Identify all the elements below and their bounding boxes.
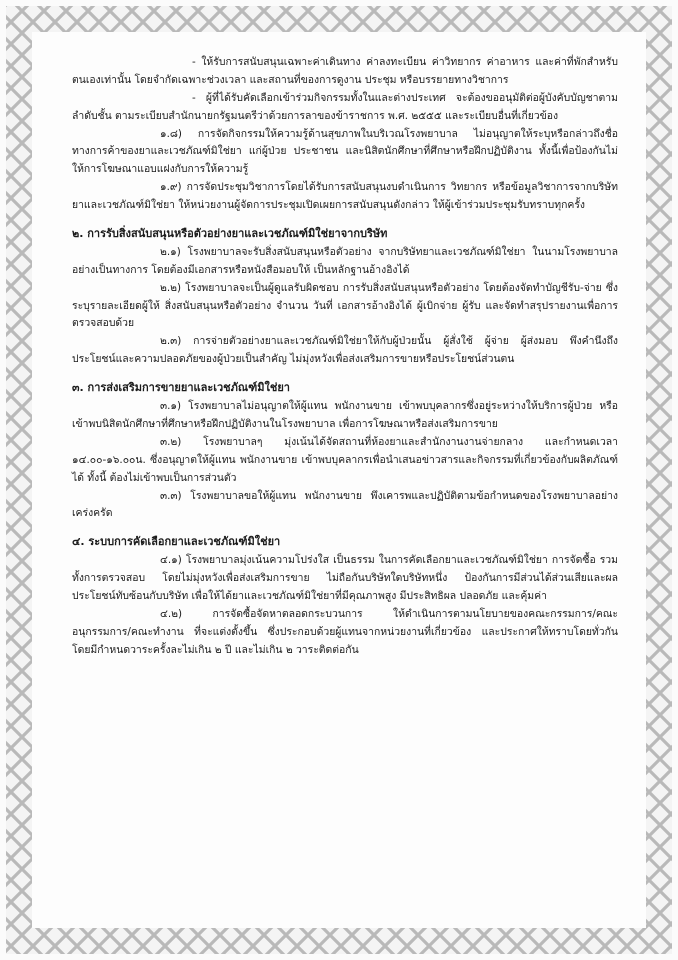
paragraph: ๓.๑) โรงพยาบาลไม่อนุญาตให้ผู้แทน พนักงานขาย เข้าพบบุคลากรซึ่งอยู่ระหว่างให้บริการผู้ป่วย หรือเข้าพบนิสิตนักศึกษาที่ศึกษาหรือฝึกปฏิบัติงานในโรงพยาบาล เพื่อการโฆษณาหรือส่งเสริมการขาย [72, 400, 618, 430]
paragraph: ๓.๒) โรงพยาบาลๆ มุ่งเน้นได้จัดสถานที่ห้องยาและสำนักงานงานจ่ายกลาง และกำหนดเวลา ๑๔.๐๐-๑๖.๐๐น. ซึ่งอนุญาตให้ผู้แทน พนักงานขาย เข้าพบบุคลากรเพื่อนำเสนอข่าวสารและกิจกรรมที่เกี่ยวข้องกับผลิตภัณฑ์ได้ ทั้งนี้ ต้องไม่เข้าพบเป็นการส่วนตัว [72, 435, 618, 484]
paragraph: ๔.๑) โรงพยาบาลมุ่งเน้นความโปร่งใส เป็นธรรม ในการคัดเลือกยาและเวชภัณฑ์มิใช่ยา การจัดซื้อ รวมทั้งการตรวจสอบ โดยไม่มุ่งหวังเพื่อส่งเสริมการขาย ไม่ถือกันบริษัทใดบริษัทหนึ่ง ป้องกันการมีส่วนได้ส่วนเสียและผลประโยชน์ทับซ้อนกับบริษัท เพื่อให้ได้ยาและเวชภัณฑ์มิใช่ยาที่มีคุณภาพสูง มีประสิทธิผล ปลอดภัย และคุ้มค่า [72, 554, 618, 602]
paragraph: ๒.๑) โรงพยาบาลจะรับสิ่งสนับสนุนหรือตัวอย่าง จากบริษัทยาและเวชภัณฑ์มิใช่ยา ในนามโรงพยาบาลอย่างเป็นทางการ โดยต้องมีเอกสารหรือหนังสือมอบให้ เป็นหลักฐานอ้างอิงได้ [72, 245, 618, 276]
paragraph: ๑.๙) การจัดประชุมวิชาการโดยได้รับการสนับสนุนงบดำเนินการ วิทยากร หรือข้อมูลวิชาการจากบริษัทยาและเวชภัณฑ์มิใช่ยา ให้หน่วยงานผู้จัดการประชุมเปิดเผยการสนับสนุนดังกล่าว ให้ผู้เข้าร่วมประชุมรับทราบทุกครั้ง [72, 181, 618, 212]
paragraph: - ผู้ที่ได้รับคัดเลือกเข้าร่วมกิจกรรมทั้งในและต่างประเทศ จะต้องขออนุมัติต่อผู้บังคับบัญชาตามลำดับชั้น ตามระเบียบสำนักนายกรัฐมนตรีว่าด้วยการลาของข้าราชการ พ.ศ. ๒๕๕๕ และระเบียบอื่นที่เกี่ยวข้อง [72, 91, 618, 122]
paragraph: ๒.๓) การจ่ายตัวอย่างยาและเวชภัณฑ์มิใช่ยาให้กับผู้ป่วยนั้น ผู้สั่งใช้ ผู้จ่าย ผู้ส่งมอบ พึงคำนึงถึงประโยชน์และความปลอดภัยของผู้ป่วยเป็นสำคัญ ไม่มุ่งหวังเพื่อส่งเสริมการขายหรือประโยชน์ส่วนตน [72, 335, 618, 366]
paragraph: ๑.๘) การจัดกิจกรรมให้ความรู้ด้านสุขภาพในบริเวณโรงพยาบาล ไม่อนุญาตให้ระบุหรือกล่าวถึงชื่อทางการค้าของยาและเวชภัณฑ์มิใช่ยา แก่ผู้ป่วย ประชาชน และนิสิตนักศึกษาที่ศึกษาหรือฝึกปฏิบัติงาน ทั้งนี้เพื่อป้องกันไม่ให้การโฆษณาแอบแฝงกับการให้ความรู้ [72, 127, 618, 176]
document-body [72, 54, 618, 660]
section-heading: ๓. การส่งเสริมการขายยาและเวชภัณฑ์มิใช่ยา [72, 381, 290, 395]
section-heading: ๔. ระบบการคัดเลือกยาและเวชภัณฑ์มิใช่ยา [72, 535, 281, 549]
paragraph: - ให้รับการสนับสนุนเฉพาะค่าเดินทาง ค่าลงทะเบียน ค่าวิทยากร ค่าอาหาร และค่าที่พักสำหรับตนเองเท่านั้น โดยจำกัดเฉพาะช่วงเวลา และสถานที่ของการดูงาน ประชุม หรือบรรยายทางวิชาการ [72, 56, 618, 86]
paragraph: ๔.๒) การจัดซื้อจัดหาตลอดกระบวนการ ให้ดำเนินการตามนโยบายของคณะกรรมการ/คณะอนุกรรมการ/คณะทำงาน ที่จะแต่งตั้งขึ้น ซึ่งประกอบด้วยผู้แทนจากหน่วยงานที่เกี่ยวข้อง และประกาศให้ทราบโดยทั่วกัน โดยมีกำหนดวาระครั้งละไม่เกิน ๒ ปี และไม่เกิน ๒ วาระติดต่อกัน [72, 607, 618, 656]
paragraph: ๒.๒) โรงพยาบาลจะเป็นผู้ดูแลรับผิดชอบ การรับสิ่งสนับสนุนหรือตัวอย่าง โดยต้องจัดทำบัญชีรับ-จ่าย ซึ่งระบุรายละเอียดผู้ให้ สิ่งสนับสนุนหรือตัวอย่าง จำนวน วันที่ เอกสารอ้างอิงได้ ผู้เบิกจ่าย ผู้รับ และจัดทำสรุปรายงานเพื่อการตรวจสอบด้วย [72, 281, 618, 330]
section-heading: ๒. การรับสิ่งสนับสนุนหรือตัวอย่างยาและเวชภัณฑ์มิใช่ยาจากบริษัท [72, 227, 388, 241]
paragraph: ๓.๓) โรงพยาบาลขอให้ผู้แทน พนักงานขาย พึงเคารพและปฏิบัติตามข้อกำหนดของโรงพยาบาลอย่างเคร่งครัด [72, 489, 618, 520]
